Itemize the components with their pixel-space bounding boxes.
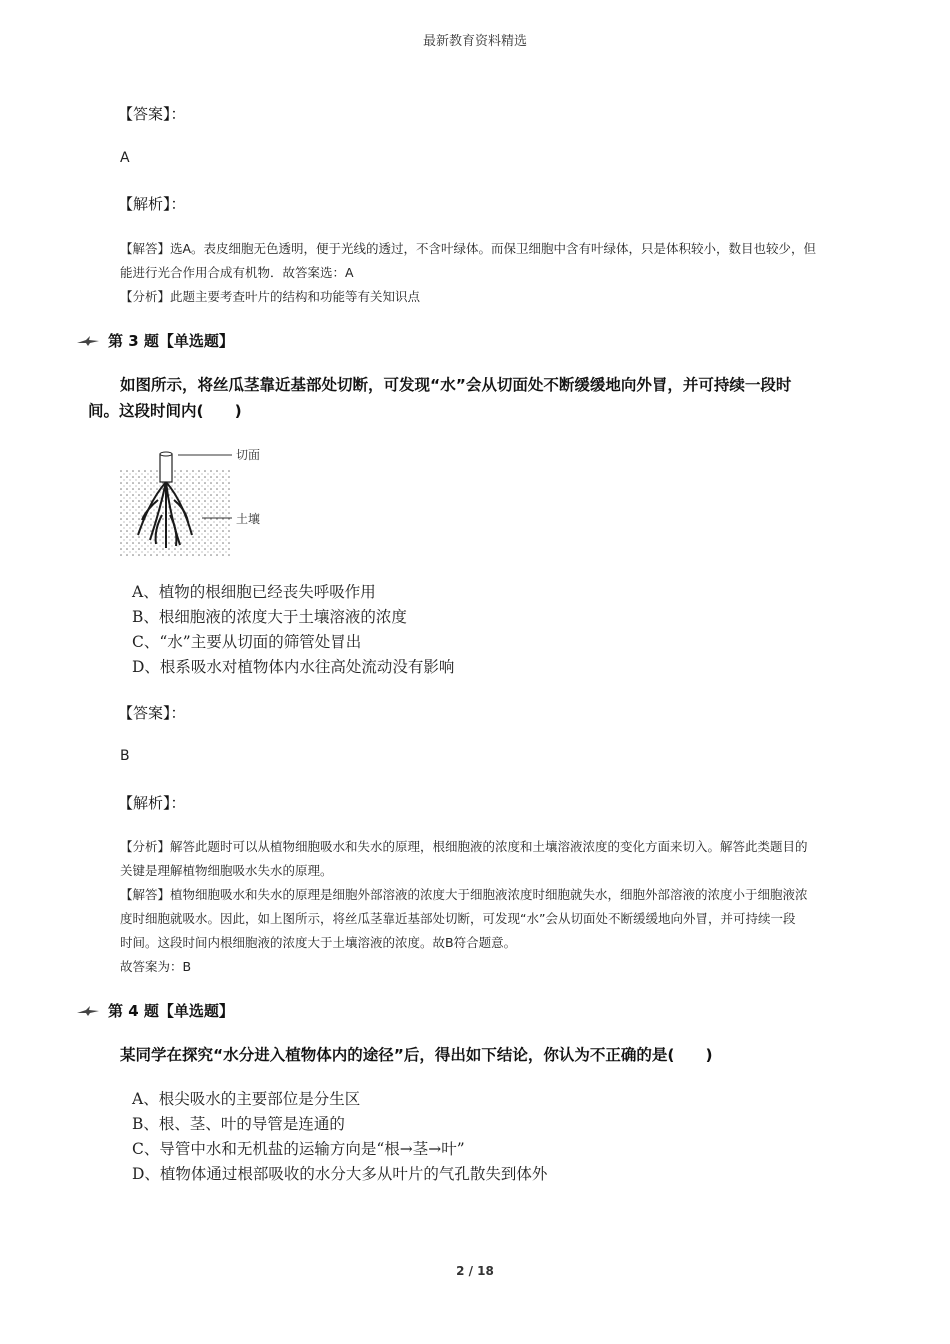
analysis-line: 关键是理解植物细胞吸水失水的原理。	[120, 863, 333, 878]
analysis-label: 【解析】：	[118, 794, 186, 812]
question-text: 某同学在探究“水分进入植物体内的途径”后，得出如下结论，你认为不正确的是( )	[120, 1046, 713, 1064]
analysis-line: 【解答】植物细胞吸水和失水的原理是细胞外部溶液的浓度大于细胞液浓度时细胞就失水，细胞外部溶液的浓度小于细胞液浓	[120, 887, 808, 902]
option-d[interactable]: D、植物体通过根部吸收的水分大多从叶片的气孔散失到体外	[132, 1165, 548, 1183]
analysis-line: 能进行光合作用合成有机物．故答案选：A	[120, 265, 354, 280]
analysis-line: 度时细胞就吸水。因此，如上图所示，将丝瓜茎靠近基部处切断，可发现“水”会从切面处不断缓缓地向外冒，并可持续一段	[120, 911, 796, 926]
figure-label-cut: 切面	[236, 448, 261, 462]
option-a[interactable]: A、根尖吸水的主要部位是分生区	[132, 1090, 361, 1108]
answer-label: 【答案】：	[118, 704, 186, 722]
answer-value: B	[120, 748, 130, 764]
bird-icon	[76, 335, 100, 347]
answer-value: A	[120, 150, 130, 166]
question-line: 如图所示，将丝瓜茎靠近基部处切断，可发现“水”会从切面处不断缓缓地向外冒，并可持续一段时	[120, 376, 792, 394]
question-heading	[76, 330, 234, 351]
figure-label-soil: 土壤	[236, 512, 261, 526]
page-number: 2 / 18	[456, 1264, 494, 1278]
analysis-text	[120, 237, 895, 309]
question-heading-text: 第 3 题【单选题】	[108, 332, 234, 350]
analysis-line: 时间。这段时间内根细胞液的浓度大于土壤溶液的浓度。故B符合题意。	[120, 935, 517, 950]
analysis-line: 【分析】此题主要考查叶片的结构和功能等有关知识点	[120, 289, 421, 304]
analysis-line: 故答案为：B	[120, 959, 192, 974]
question-heading	[76, 1000, 234, 1021]
question-text	[88, 372, 868, 424]
option-a[interactable]: A、植物的根细胞已经丧失呼吸作用	[132, 583, 376, 601]
analysis-text	[120, 835, 895, 979]
analysis-label: 【解析】：	[118, 195, 186, 213]
option-c[interactable]: C、导管中水和无机盐的运输方向是“根→茎→叶”	[132, 1140, 465, 1158]
root-figure	[120, 440, 280, 558]
bird-icon	[76, 1005, 100, 1017]
page-header: 最新教育资料精选	[422, 34, 527, 49]
question-line: 间。这段时间内( )	[88, 402, 242, 420]
answer-label: 【答案】：	[118, 105, 186, 123]
option-c[interactable]: C、“水”主要从切面的筛管处冒出	[132, 633, 362, 651]
analysis-line: 【分析】解答此题时可以从植物细胞吸水和失水的原理，根细胞液的浓度和土壤溶液浓度的变化方面来切入。解答此类题目的	[120, 839, 808, 854]
analysis-line: 【解答】选A。表皮细胞无色透明，便于光线的透过，不含叶绿体。而保卫细胞中含有叶绿体，只是体积较小，数目也较少，但	[120, 241, 817, 256]
option-d[interactable]: D、根系吸水对植物体内水往高处流动没有影响	[132, 658, 455, 676]
question-heading-text: 第 4 题【单选题】	[108, 1002, 234, 1020]
option-b[interactable]: B、根、茎、叶的导管是连通的	[132, 1115, 345, 1133]
option-b[interactable]: B、根细胞液的浓度大于土壤溶液的浓度	[132, 608, 407, 626]
